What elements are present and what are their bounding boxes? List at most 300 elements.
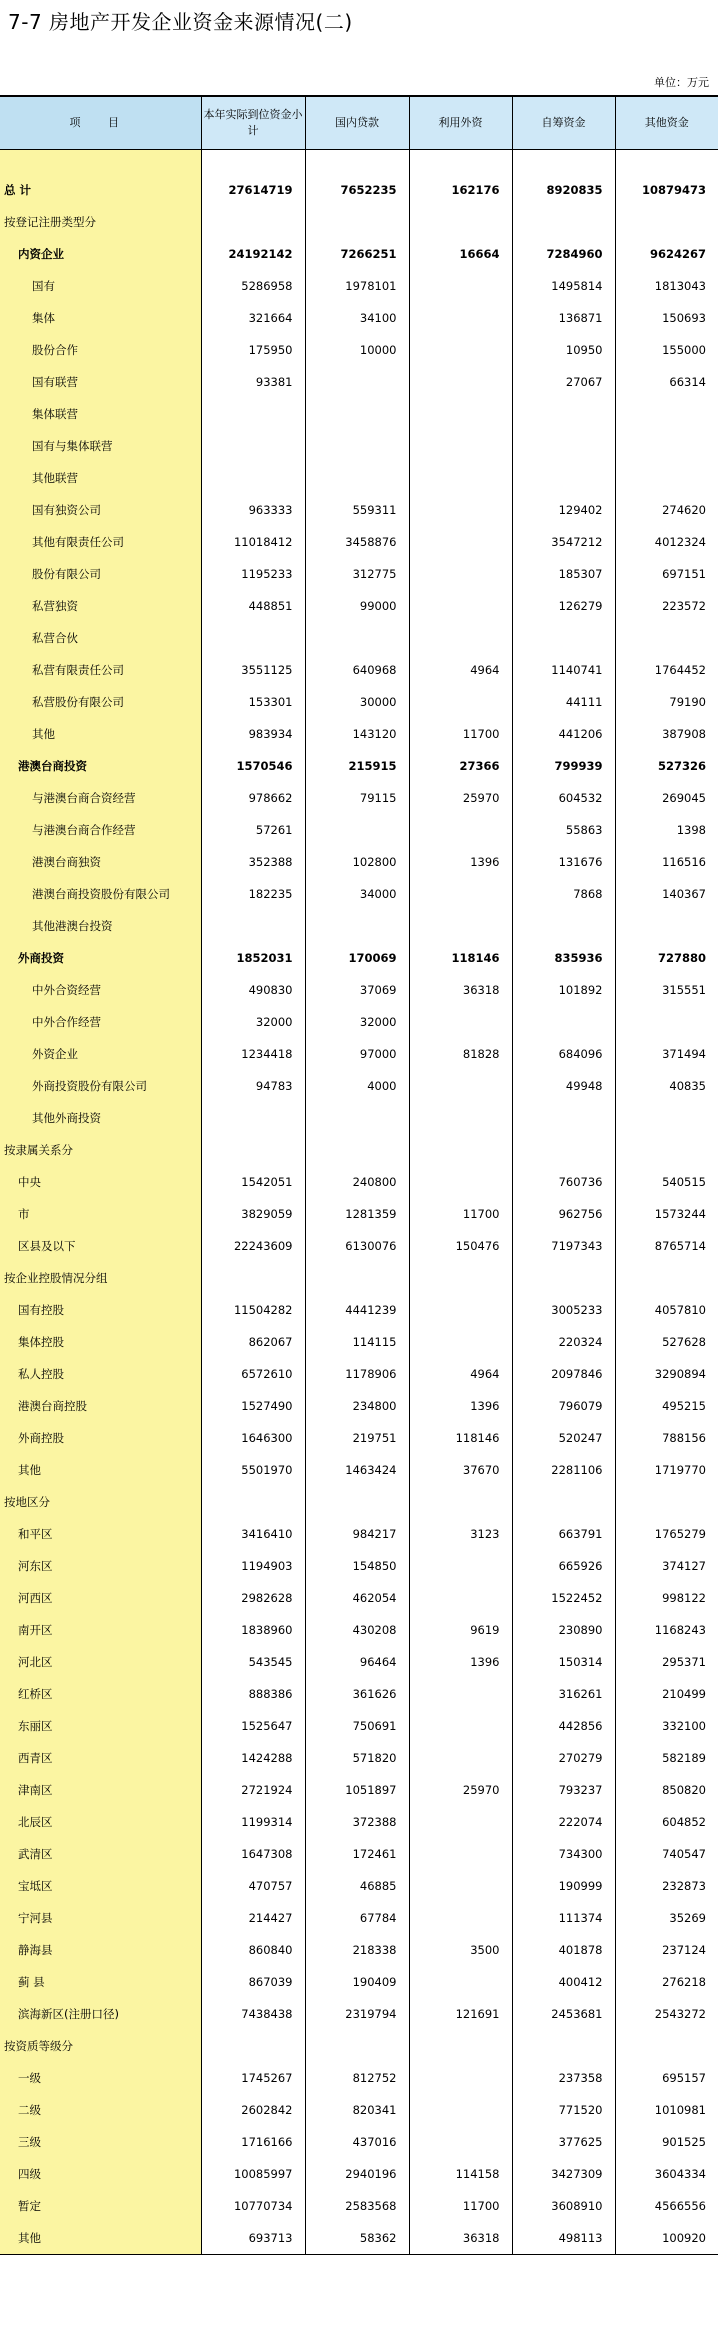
cell-value	[409, 366, 512, 398]
table-row	[0, 878, 718, 910]
cell-value: 888386	[201, 1678, 305, 1710]
table-row	[0, 1646, 718, 1678]
table-row	[0, 558, 718, 590]
cell-value: 32000	[201, 1006, 305, 1038]
cell-value: 4000	[305, 1070, 409, 1102]
cell-value: 102800	[305, 846, 409, 878]
table-row	[0, 1710, 718, 1742]
cell-value: 697151	[615, 558, 718, 590]
table-row	[0, 1390, 718, 1422]
cell-value: 4057810	[615, 1294, 718, 1326]
cell-value	[305, 622, 409, 654]
cell-value: 96464	[305, 1646, 409, 1678]
header-domestic-loans: 国内贷款	[305, 96, 409, 150]
cell-value	[409, 1262, 512, 1294]
cell-value: 582189	[615, 1742, 718, 1774]
cell-value: 1168243	[615, 1614, 718, 1646]
cell-value	[512, 622, 615, 654]
cell-value: 1398	[615, 814, 718, 846]
cell-value	[409, 1326, 512, 1358]
cell-value: 100920	[615, 2222, 718, 2255]
cell-value: 220324	[512, 1326, 615, 1358]
cell-value	[409, 1582, 512, 1614]
cell-value: 1542051	[201, 1166, 305, 1198]
cell-value	[409, 526, 512, 558]
cell-value: 8920835	[512, 174, 615, 206]
cell-value: 32000	[305, 1006, 409, 1038]
cell-value: 11700	[409, 718, 512, 750]
cell-value: 131676	[512, 846, 615, 878]
cell-value: 860840	[201, 1934, 305, 1966]
cell-value	[409, 2126, 512, 2158]
cell-value: 93381	[201, 366, 305, 398]
row-label: 国有联营	[0, 366, 201, 398]
cell-value: 862067	[201, 1326, 305, 1358]
cell-value	[201, 1486, 305, 1518]
table-row	[0, 366, 718, 398]
cell-value: 793237	[512, 1774, 615, 1806]
cell-value: 114158	[409, 2158, 512, 2190]
cell-value	[409, 302, 512, 334]
row-label: 津南区	[0, 1774, 201, 1806]
cell-value: 1463424	[305, 1454, 409, 1486]
cell-value: 214427	[201, 1902, 305, 1934]
cell-value: 962756	[512, 1198, 615, 1230]
cell-value: 218338	[305, 1934, 409, 1966]
cell-value: 170069	[305, 942, 409, 974]
table-row	[0, 1838, 718, 1870]
cell-value: 150476	[409, 1230, 512, 1262]
cell-value: 316261	[512, 1678, 615, 1710]
cell-value: 150314	[512, 1646, 615, 1678]
cell-value: 155000	[615, 334, 718, 366]
table-row	[0, 1934, 718, 1966]
row-label: 河西区	[0, 1582, 201, 1614]
cell-value	[409, 1806, 512, 1838]
cell-value: 6572610	[201, 1358, 305, 1390]
unit-label: 单位：万元	[654, 76, 709, 89]
table-row	[0, 302, 718, 334]
table-row	[0, 974, 718, 1006]
row-label: 暂定	[0, 2190, 201, 2222]
cell-value: 7197343	[512, 1230, 615, 1262]
table-row	[0, 1326, 718, 1358]
cell-value: 126279	[512, 590, 615, 622]
cell-value: 190409	[305, 1966, 409, 1998]
cell-value: 3608910	[512, 2190, 615, 2222]
cell-value: 116516	[615, 846, 718, 878]
row-label: 与港澳台商合资经营	[0, 782, 201, 814]
cell-value: 118146	[409, 1422, 512, 1454]
cell-value	[409, 398, 512, 430]
cell-value	[305, 366, 409, 398]
row-label: 外商投资	[0, 942, 201, 974]
table-row	[0, 782, 718, 814]
cell-value: 295371	[615, 1646, 718, 1678]
cell-value: 448851	[201, 590, 305, 622]
row-label: 中外合作经营	[0, 1006, 201, 1038]
cell-value: 150693	[615, 302, 718, 334]
cell-value: 10000	[305, 334, 409, 366]
cell-value: 4012324	[615, 526, 718, 558]
table-row	[0, 1902, 718, 1934]
cell-value: 998122	[615, 1582, 718, 1614]
cell-value	[305, 1262, 409, 1294]
table-row	[0, 1742, 718, 1774]
table-row	[0, 526, 718, 558]
row-label: 其他	[0, 2222, 201, 2255]
cell-value: 4441239	[305, 1294, 409, 1326]
row-label: 按隶属关系分	[0, 1134, 201, 1166]
cell-value: 2097846	[512, 1358, 615, 1390]
row-label: 内资企业	[0, 238, 201, 270]
page-title: 7-7 房地产开发企业资金来源情况(二)	[8, 10, 353, 34]
cell-value: 237124	[615, 1934, 718, 1966]
table-row	[0, 1262, 718, 1294]
cell-value: 796079	[512, 1390, 615, 1422]
cell-value	[615, 1134, 718, 1166]
table-row	[0, 1102, 718, 1134]
table-row	[0, 910, 718, 942]
row-label: 国有控股	[0, 1294, 201, 1326]
cell-value	[512, 462, 615, 494]
row-label: 私营合伙	[0, 622, 201, 654]
cell-value	[305, 1102, 409, 1134]
cell-value: 2543272	[615, 1998, 718, 2030]
table-row	[0, 206, 718, 238]
table-row	[0, 2222, 718, 2255]
cell-value: 270279	[512, 1742, 615, 1774]
cell-value: 111374	[512, 1902, 615, 1934]
header-foreign-capital: 利用外资	[409, 96, 512, 150]
cell-value: 1522452	[512, 1582, 615, 1614]
cell-value: 377625	[512, 2126, 615, 2158]
cell-value: 40835	[615, 1070, 718, 1102]
cell-value	[409, 622, 512, 654]
cell-value: 374127	[615, 1550, 718, 1582]
cell-value: 1527490	[201, 1390, 305, 1422]
cell-value: 812752	[305, 2062, 409, 2094]
cell-value	[305, 430, 409, 462]
spacer-cell	[409, 150, 512, 175]
cell-value: 114115	[305, 1326, 409, 1358]
cell-value: 2602842	[201, 2094, 305, 2126]
cell-value: 1570546	[201, 750, 305, 782]
cell-value: 400412	[512, 1966, 615, 1998]
cell-value: 441206	[512, 718, 615, 750]
table-row	[0, 1614, 718, 1646]
cell-value	[201, 1102, 305, 1134]
table-row	[0, 1134, 718, 1166]
cell-value: 230890	[512, 1614, 615, 1646]
cell-value	[615, 462, 718, 494]
row-label: 河北区	[0, 1646, 201, 1678]
cell-value: 867039	[201, 1966, 305, 1998]
cell-value: 1573244	[615, 1198, 718, 1230]
cell-value	[409, 1550, 512, 1582]
cell-value: 24192142	[201, 238, 305, 270]
cell-value: 559311	[305, 494, 409, 526]
cell-value: 750691	[305, 1710, 409, 1742]
cell-value	[201, 398, 305, 430]
cell-value	[305, 814, 409, 846]
cell-value: 79190	[615, 686, 718, 718]
cell-value: 315551	[615, 974, 718, 1006]
cell-value: 3427309	[512, 2158, 615, 2190]
cell-value: 7438438	[201, 1998, 305, 2030]
cell-value: 684096	[512, 1038, 615, 1070]
header-item: 项 目	[0, 96, 201, 150]
table-row	[0, 1038, 718, 1070]
cell-value: 9624267	[615, 238, 718, 270]
cell-value: 222074	[512, 1806, 615, 1838]
row-label: 股份合作	[0, 334, 201, 366]
table-row	[0, 174, 718, 206]
cell-value: 36318	[409, 2222, 512, 2255]
cell-value: 8765714	[615, 1230, 718, 1262]
cell-value: 37670	[409, 1454, 512, 1486]
cell-value: 1178906	[305, 1358, 409, 1390]
row-label: 按地区分	[0, 1486, 201, 1518]
cell-value	[615, 2030, 718, 2062]
table-row	[0, 238, 718, 270]
cell-value: 640968	[305, 654, 409, 686]
cell-value: 3416410	[201, 1518, 305, 1550]
cell-value: 118146	[409, 942, 512, 974]
cell-value	[409, 334, 512, 366]
cell-value	[615, 430, 718, 462]
cell-value: 540515	[615, 1166, 718, 1198]
cell-value: 978662	[201, 782, 305, 814]
cell-value: 4964	[409, 654, 512, 686]
row-label: 区县及以下	[0, 1230, 201, 1262]
table-row	[0, 1518, 718, 1550]
table-header-row	[0, 96, 718, 150]
row-label: 外商投资股份有限公司	[0, 1070, 201, 1102]
cell-value	[305, 398, 409, 430]
header-self-raised: 自筹资金	[512, 96, 615, 150]
table-row	[0, 1550, 718, 1582]
cell-value: 1195233	[201, 558, 305, 590]
table-row	[0, 590, 718, 622]
row-label: 四级	[0, 2158, 201, 2190]
row-label: 国有独资公司	[0, 494, 201, 526]
cell-value: 604532	[512, 782, 615, 814]
table-row	[0, 494, 718, 526]
cell-value: 1647308	[201, 1838, 305, 1870]
cell-value	[409, 1742, 512, 1774]
cell-value	[512, 398, 615, 430]
row-label: 港澳台商投资	[0, 750, 201, 782]
table-row	[0, 1678, 718, 1710]
cell-value: 44111	[512, 686, 615, 718]
row-label: 蓟 县	[0, 1966, 201, 1998]
cell-value: 99000	[305, 590, 409, 622]
cell-value	[409, 2030, 512, 2062]
cell-value: 46885	[305, 1870, 409, 1902]
table-row	[0, 1582, 718, 1614]
spacer-cell	[0, 150, 201, 175]
cell-value: 101892	[512, 974, 615, 1006]
row-label: 港澳台商控股	[0, 1390, 201, 1422]
cell-value: 442856	[512, 1710, 615, 1742]
cell-value	[201, 206, 305, 238]
cell-value: 223572	[615, 590, 718, 622]
cell-value	[409, 1678, 512, 1710]
cell-value	[305, 1134, 409, 1166]
row-label: 中央	[0, 1166, 201, 1198]
cell-value	[615, 1262, 718, 1294]
cell-value: 7266251	[305, 238, 409, 270]
cell-value	[409, 1102, 512, 1134]
row-label: 港澳台商独资	[0, 846, 201, 878]
cell-value: 495215	[615, 1390, 718, 1422]
cell-value: 190999	[512, 1870, 615, 1902]
cell-value	[512, 2030, 615, 2062]
cell-value: 3604334	[615, 2158, 718, 2190]
cell-value: 153301	[201, 686, 305, 718]
cell-value: 835936	[512, 942, 615, 974]
cell-value: 1719770	[615, 1454, 718, 1486]
cell-value	[409, 878, 512, 910]
cell-value: 10085997	[201, 2158, 305, 2190]
cell-value	[409, 1134, 512, 1166]
cell-value: 7652235	[305, 174, 409, 206]
cell-value: 1424288	[201, 1742, 305, 1774]
cell-value: 3829059	[201, 1198, 305, 1230]
cell-value: 543545	[201, 1646, 305, 1678]
row-label: 国有	[0, 270, 201, 302]
cell-value: 2982628	[201, 1582, 305, 1614]
cell-value	[201, 2030, 305, 2062]
cell-value	[409, 910, 512, 942]
cell-value	[409, 462, 512, 494]
table-row	[0, 1294, 718, 1326]
cell-value	[409, 1870, 512, 1902]
cell-value	[305, 206, 409, 238]
cell-value: 3547212	[512, 526, 615, 558]
cell-value	[409, 430, 512, 462]
cell-value: 185307	[512, 558, 615, 590]
cell-value: 7868	[512, 878, 615, 910]
row-label: 其他有限责任公司	[0, 526, 201, 558]
cell-value	[409, 1902, 512, 1934]
cell-value: 352388	[201, 846, 305, 878]
cell-value: 771520	[512, 2094, 615, 2126]
cell-value	[615, 910, 718, 942]
cell-value: 1396	[409, 846, 512, 878]
cell-value: 571820	[305, 1742, 409, 1774]
table-row	[0, 1422, 718, 1454]
cell-value: 1764452	[615, 654, 718, 686]
row-label: 武清区	[0, 1838, 201, 1870]
row-label: 其他	[0, 1454, 201, 1486]
cell-value: 7284960	[512, 238, 615, 270]
cell-value: 30000	[305, 686, 409, 718]
cell-value: 34100	[305, 302, 409, 334]
cell-value: 983934	[201, 718, 305, 750]
cell-value	[512, 206, 615, 238]
cell-value	[512, 1102, 615, 1134]
cell-value: 2940196	[305, 2158, 409, 2190]
row-label: 私营独资	[0, 590, 201, 622]
cell-value	[409, 590, 512, 622]
cell-value: 11504282	[201, 1294, 305, 1326]
cell-value	[409, 270, 512, 302]
spacer-cell	[201, 150, 305, 175]
cell-value: 140367	[615, 878, 718, 910]
cell-value: 172461	[305, 1838, 409, 1870]
cell-value: 3500	[409, 1934, 512, 1966]
cell-value: 10770734	[201, 2190, 305, 2222]
cell-value: 58362	[305, 2222, 409, 2255]
cell-value	[201, 462, 305, 494]
cell-value: 49948	[512, 1070, 615, 1102]
cell-value: 3551125	[201, 654, 305, 686]
cell-value: 3005233	[512, 1294, 615, 1326]
cell-value	[615, 398, 718, 430]
cell-value: 1838960	[201, 1614, 305, 1646]
cell-value: 1140741	[512, 654, 615, 686]
cell-value: 4964	[409, 1358, 512, 1390]
table-row	[0, 1454, 718, 1486]
cell-value: 234800	[305, 1390, 409, 1422]
cell-value: 470757	[201, 1870, 305, 1902]
table-row	[0, 2062, 718, 2094]
row-label: 私人控股	[0, 1358, 201, 1390]
cell-value: 55863	[512, 814, 615, 846]
cell-value: 4566556	[615, 2190, 718, 2222]
cell-value: 67784	[305, 1902, 409, 1934]
cell-value: 136871	[512, 302, 615, 334]
row-label: 外资企业	[0, 1038, 201, 1070]
cell-value: 37069	[305, 974, 409, 1006]
row-label: 按资质等级分	[0, 2030, 201, 2062]
cell-value: 760736	[512, 1166, 615, 1198]
cell-value: 1051897	[305, 1774, 409, 1806]
cell-value: 430208	[305, 1614, 409, 1646]
cell-value: 240800	[305, 1166, 409, 1198]
cell-value: 34000	[305, 878, 409, 910]
row-label: 与港澳台商合作经营	[0, 814, 201, 846]
cell-value: 788156	[615, 1422, 718, 1454]
cell-value: 901525	[615, 2126, 718, 2158]
cell-value: 27067	[512, 366, 615, 398]
cell-value: 372388	[305, 1806, 409, 1838]
row-label: 集体控股	[0, 1326, 201, 1358]
row-label: 宝坻区	[0, 1870, 201, 1902]
cell-value: 734300	[512, 1838, 615, 1870]
cell-value: 276218	[615, 1966, 718, 1998]
cell-value: 462054	[305, 1582, 409, 1614]
cell-value: 154850	[305, 1550, 409, 1582]
cell-value: 850820	[615, 1774, 718, 1806]
cell-value: 3123	[409, 1518, 512, 1550]
cell-value: 2281106	[512, 1454, 615, 1486]
cell-value	[305, 1486, 409, 1518]
table-row	[0, 846, 718, 878]
cell-value	[615, 206, 718, 238]
row-label: 其他	[0, 718, 201, 750]
table-row	[0, 1358, 718, 1390]
cell-value: 1010981	[615, 2094, 718, 2126]
cell-value: 1978101	[305, 270, 409, 302]
table-row	[0, 1230, 718, 1262]
cell-value	[615, 622, 718, 654]
cell-value: 2319794	[305, 1998, 409, 2030]
row-label: 总 计	[0, 174, 201, 206]
table-row	[0, 1998, 718, 2030]
